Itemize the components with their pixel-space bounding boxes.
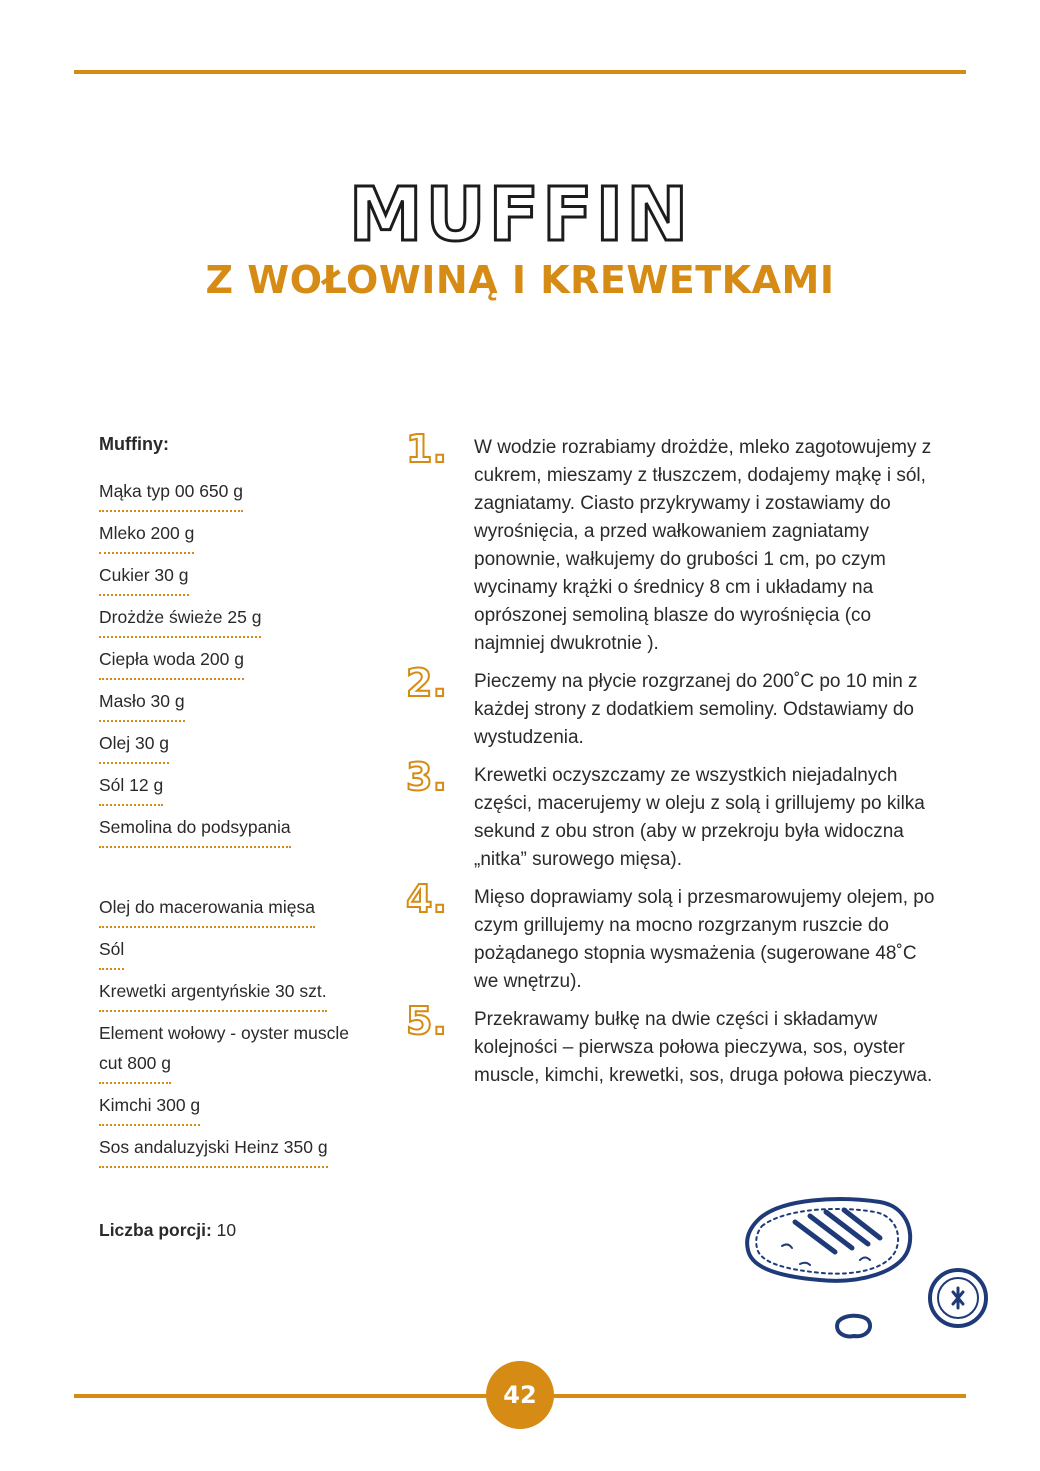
ingredient-item: Mąka typ 00 650 g <box>99 476 389 512</box>
ingredients-heading: Muffiny: <box>99 434 169 454</box>
ingredient-item: Krewetki argentyńskie 30 szt. <box>99 976 389 1012</box>
step-number: 1. <box>406 427 447 471</box>
ingredient-item: Olej do macerowania mięsa <box>99 892 389 928</box>
step-text: W wodzie rozrabiamy drożdże, mleko zagotowujemy z cukrem, mieszamy z tłuszczem, dodajemy mąkę i sól, zagniatamy. Ciasto przykrywamy i zostawiamy do wyrośnięcia, a przed wałkowaniem zagniatamy ponownie, wałkujemy do grubości 1 cm, po czym wycinamy krążki o średnicy 8 cm i układamy na oprószonej semoliną blasze do wyrośnięcia (co najmniej dwukrotnie ). <box>474 437 932 654</box>
ingredient-item: Sól <box>99 934 389 970</box>
steps-list <box>406 427 946 1100</box>
portions-value: 10 <box>216 1220 237 1240</box>
page-title: MUFFIN <box>348 172 692 258</box>
page-subtitle: Z WOŁOWINĄ I KREWETKAMI <box>205 258 835 302</box>
ingredient-item: Masło 30 g <box>99 686 389 722</box>
ingredient-item: Olej 30 g <box>99 728 389 764</box>
ingredients-list <box>99 434 389 1168</box>
portions-label: Liczba porcji: <box>99 1220 212 1240</box>
ingredient-item: Kimchi 300 g <box>99 1090 389 1126</box>
step-text: Krewetki oczyszczamy ze wszystkich niejadalnych części, macerujemy w oleju z solą i grillujemy po kilka sekund z obu stron (aby w przekroju była widoczna „nitka” surowego mięsa). <box>474 765 925 870</box>
step-number: 4. <box>406 877 447 921</box>
ingredient-item: Sos andaluzyjski Heinz 350 g <box>99 1132 389 1168</box>
ingredient-item: Drożdże świeże 25 g <box>99 602 389 638</box>
step-text: Przekrawamy bułkę na dwie części i składamyw kolejności – pierwsza połowa pieczywa, sos, oyster muscle, kimchi, krewetki, sos, druga połowa pieczywa. <box>474 1009 933 1086</box>
ingredient-item: Ciepła woda 200 g <box>99 644 389 680</box>
ingredient-item <box>99 1018 389 1084</box>
step-text: Mięso doprawiamy solą i przesmarowujemy olejem, po czym grillujemy na mocno rozgrzanym ruszcie do pożądanego stopnia wysmażenia (sugerowane 48˚C we wnętrzu). <box>474 887 935 992</box>
ingredient-item: Semolina do podsypania <box>99 812 389 848</box>
ingredient-item: Cukier 30 g <box>99 560 389 596</box>
step-item <box>406 427 946 658</box>
ingredient-gap <box>99 848 389 892</box>
ingredient-line: Element wołowy - oyster muscle <box>99 1023 349 1043</box>
portions <box>99 1220 236 1241</box>
step-number: 5. <box>406 999 447 1043</box>
top-rule <box>74 70 966 74</box>
step-text: Pieczemy na płycie rozgrzanej do 200˚C po 10 min z każdej strony z dodatkiem semoliny. Odstawiamy do wystudzenia. <box>474 671 918 748</box>
ingredient-item: Mleko 200 g <box>99 518 389 554</box>
step-item <box>406 999 946 1090</box>
steak-illustration <box>740 1190 1000 1350</box>
step-number: 2. <box>406 661 447 705</box>
step-item <box>406 661 946 752</box>
step-item <box>406 877 946 996</box>
ingredient-item: Sól 12 g <box>99 770 389 806</box>
step-number: 3. <box>406 755 447 799</box>
page-number: 42 <box>486 1361 554 1429</box>
ingredient-line: cut 800 g <box>99 1048 171 1084</box>
step-item <box>406 755 946 874</box>
